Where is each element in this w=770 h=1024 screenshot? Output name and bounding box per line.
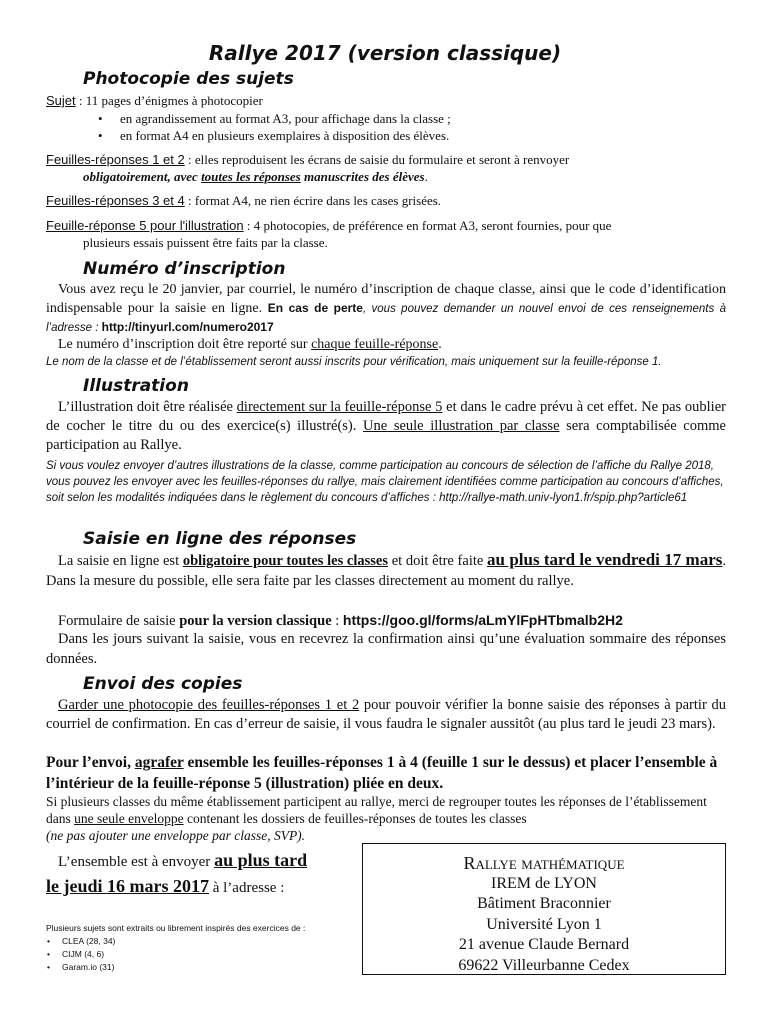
footnote: [46, 922, 346, 974]
saisie-para-3: Dans les jours suivant la saisie, vous en recevrez la confirmation ainsi qu’une évaluation sommaire des réponses données.: [46, 631, 726, 667]
saisie-form-colon: :: [331, 613, 343, 629]
footnote-intro: Plusieurs sujets sont extraits ou librement inspirés des exercices de :: [46, 923, 306, 933]
address-line: Bâtiment Braconnier: [477, 895, 611, 912]
numero-link[interactable]: http://tinyurl.com/numero2017: [101, 320, 274, 334]
fr12-label: Feuilles-réponses 1 et 2: [46, 152, 185, 167]
inscription-note: Le nom de la classe et de l’établissement seront aussi inscrits pour vérification, mais uniquement sur la feuille-réponse 1.: [46, 356, 662, 368]
illustration-note: Si vous voulez envoyer d’autres illustrations de la classe, comme participation au concours de sélection de l’affiche du Rallye 2018, vous pouvez les envoyer avec les feuilles-réponses du rallye, mais clairement identifiées comme participation au concours d’affiches, soit selon les modalités indiquées dans le règlement du concours d’affiches : http://rallye-math.univ-lyon1.fr/spip.php?article61: [46, 460, 724, 504]
illustration-underline-2: Une seule illustration par classe: [363, 418, 560, 434]
inscription-underline: chaque feuille-réponse: [311, 337, 439, 352]
inscription-para-1: [46, 281, 726, 337]
address-line: 69622 Villeurbanne Cedex: [458, 956, 630, 974]
address-line: IREM de LYON: [491, 874, 597, 892]
envoi-bold-text-2: ensemble les feuilles-réponses 1 à 4 (feuille 1 sur le dessus) et placer l’ensemble à l’intérieur de la feuille-réponse 5 (illustration) pliée en deux.: [46, 754, 718, 792]
envoi-deadline-2: le jeudi 16 mars 2017: [46, 876, 209, 896]
saisie-para-2: [46, 610, 726, 631]
illustration-text-2: et dans le cadre prévu à cet effet. Ne pas oublier de cocher le titre du ou des exercice(s) illustré(s).: [46, 399, 726, 434]
envoi-text-4: contenant les dossiers de feuilles-réponses de toutes les classes: [183, 811, 527, 826]
envoi-para-2: [46, 752, 726, 794]
envoi-send-text: L’ensemble est à envoyer: [58, 854, 215, 870]
footnote-list: [46, 935, 346, 974]
address-box: [362, 843, 726, 975]
saisie-para-1: [46, 550, 726, 591]
envoi-underline: Garder une photocopie des feuilles-réponses 1 et 2: [58, 697, 360, 713]
fr12-text: : elles reproduisent les écrans de saisie du formulaire et seront à renvoyer: [184, 152, 570, 167]
sujet-bullets: [46, 110, 726, 144]
fr5-label: Feuille-réponse 5 pour l'illustration: [46, 218, 244, 233]
fr34-block: [46, 193, 726, 210]
envoi-para-4: [46, 848, 356, 900]
envoi-bold-text: Pour l’envoi,: [46, 754, 135, 771]
fr12-bold-end: manuscrites des élèves: [300, 168, 425, 184]
list-item: • en agrandissement au format A3, pour affichage dans la classe ;: [46, 110, 726, 127]
address-line: 21 avenue Claude Bernard: [458, 936, 630, 953]
saisie-form-text: Formulaire de saisie: [58, 613, 180, 629]
fr12-bold-underline: toutes les réponses: [201, 168, 301, 184]
inscription-bold: En cas de perte: [267, 301, 363, 315]
page-title: Rallye 2017 (version classique): [208, 41, 562, 65]
list-item: • CLEA (28, 34): [46, 935, 346, 948]
saisie-form-bold: pour la version classique: [179, 613, 332, 629]
list-item: • Garam.io (31): [46, 961, 346, 974]
fr12-period: .: [424, 168, 428, 184]
sujet-block: [46, 93, 726, 110]
list-item: • en format A4 en plusieurs exemplaires à disposition des élèves.: [46, 127, 726, 144]
illustration-underline: directement sur la feuille-réponse 5: [236, 399, 443, 415]
envoi-address-text: à l’adresse :: [208, 880, 285, 896]
address-line: Rallye mathématique: [463, 853, 625, 873]
inscription-period: .: [438, 337, 442, 352]
envoi-underline-3: une seule enveloppe: [74, 811, 184, 826]
list-item: • CIJM (4, 6): [46, 948, 346, 961]
saisie-text: La saisie en ligne est: [58, 553, 183, 569]
fr12-bold: obligatoirement, avec: [83, 168, 202, 184]
sujet-label: Sujet: [46, 93, 76, 108]
fr5-text: : 4 photocopies, de préférence en format A3, seront fournies, pour que: [243, 218, 612, 233]
fr34-text: : format A4, ne rien écrire dans les cases grisées.: [184, 193, 442, 208]
heading-envoi: Envoi des copies: [83, 674, 243, 694]
saisie-text-3: . Dans la mesure du possible, elle sera faite par les classes directement au moment du rallye.: [46, 553, 726, 589]
illustration-text-3: sera comptabilisée comme participation au Rallye.: [46, 418, 726, 453]
illustration-text: L’illustration doit être réalisée: [58, 399, 237, 415]
fr12-block: [46, 152, 726, 185]
envoi-para-3: [46, 793, 726, 844]
envoi-italic: (ne pas ajouter une enveloppe par classe, SVP).: [46, 828, 306, 843]
illustration-para-1: [46, 398, 726, 455]
inscription-text-2: Le numéro d’inscription doit être reporté sur: [58, 337, 312, 352]
heading-illustration: Illustration: [83, 376, 189, 396]
envoi-text-3: Si plusieurs classes du même établissement participent au rallye, merci de regrouper toutes les réponses de l’établissement dans: [46, 794, 707, 826]
saisie-bold-underline: obligatoire pour toutes les classes: [182, 553, 388, 569]
envoi-text: pour pouvoir vérifier la bonne saisie des réponses à partir du courriel de confirmation. En cas d’erreur de saisie, il vous faudra le signaler aussitôt (au plus tard le jeudi 23 mars).: [46, 697, 726, 732]
heading-saisie: Saisie en ligne des réponses: [83, 529, 357, 549]
fr34-label: Feuilles-réponses 3 et 4: [46, 193, 185, 208]
envoi-para-1: [46, 696, 726, 734]
heading-photocopie: Photocopie des sujets: [83, 69, 294, 89]
saisie-text-2: et doit être faite: [388, 553, 488, 569]
saisie-deadline: au plus tard le vendredi 17 mars: [487, 550, 723, 569]
inscription-text: Vous avez reçu le 20 janvier, par courriel, le numéro d’inscription de chaque classe, ainsi que le code d’identification indispensable pour la saisie en ligne.: [46, 282, 726, 316]
form-link[interactable]: https://goo.gl/forms/aLmYlFpHTbmalb2H2: [342, 612, 623, 628]
sujet-text: : 11 pages d’énigmes à photocopier: [75, 93, 263, 108]
inscription-para-2: [46, 336, 726, 354]
fr5-block: [46, 218, 726, 251]
fr5-text2: plusieurs essais puissent être faits par la classe.: [83, 234, 328, 250]
address-line: Université Lyon 1: [486, 915, 602, 933]
envoi-deadline-1: au plus tard: [214, 850, 308, 870]
heading-inscription: Numéro d’inscription: [83, 259, 286, 279]
envoi-agrafer: agrafer: [134, 754, 184, 771]
inscription-italic: , vous pouvez demander un nouvel envoi de ces renseignements à l’adresse :: [46, 303, 726, 334]
